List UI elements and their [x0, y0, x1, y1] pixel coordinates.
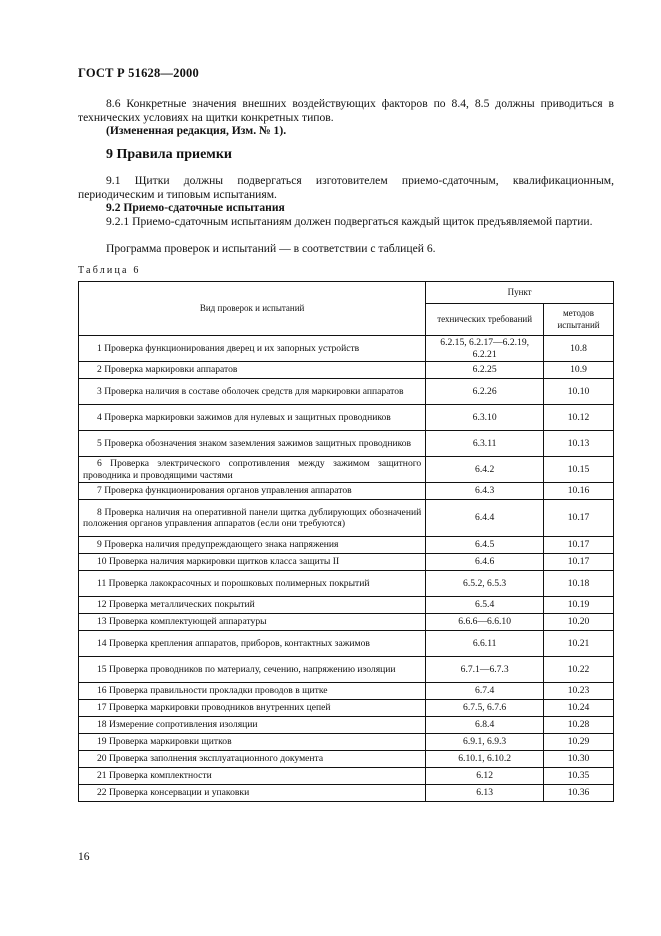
row-requirement: 6.2.15, 6.2.17—6.2.19, 6.2.21: [426, 336, 544, 362]
paragraph-8-6: 8.6 Конкретные значения внешних воздействующих факторов по 8.4, 8.5 должны приводиться в технических условиях на щитки конкретных типов.: [78, 97, 614, 124]
paragraph-program: Программа проверок и испытаний — в соответствии с таблицей 6.: [106, 242, 436, 255]
table-row: [79, 336, 614, 362]
row-method: 10.9: [544, 362, 614, 379]
row-name: 2 Проверка маркировки аппаратов: [79, 362, 426, 379]
row-method: 10.12: [544, 405, 614, 431]
table-row: [79, 457, 614, 483]
row-method: 10.20: [544, 614, 614, 631]
page-number: 16: [78, 851, 90, 863]
row-requirement: 6.12: [426, 768, 544, 785]
row-name: 1 Проверка функционирования дверец и их запорных устройств: [79, 336, 426, 362]
row-name: 10 Проверка наличия маркировки щитков класса защиты II: [79, 554, 426, 571]
row-name: 21 Проверка комплектности: [79, 768, 426, 785]
row-requirement: 6.8.4: [426, 717, 544, 734]
table-row: [79, 379, 614, 405]
row-method: 10.8: [544, 336, 614, 362]
table-row: [79, 785, 614, 802]
row-name: 13 Проверка комплектующей аппаратуры: [79, 614, 426, 631]
row-name: 16 Проверка правильности прокладки проводов в щитке: [79, 683, 426, 700]
row-name: 8 Проверка наличия на оперативной панели щитка дублирующих обозначений положения органов управления аппаратов (если они требуются): [79, 500, 426, 537]
subheading-9-2: 9.2 Приемо-сдаточные испытания: [106, 201, 285, 214]
row-requirement: 6.4.4: [426, 500, 544, 537]
table-row: [79, 657, 614, 683]
table-row: [79, 683, 614, 700]
row-requirement: 6.2.25: [426, 362, 544, 379]
document-header: ГОСТ Р 51628—2000: [78, 66, 199, 80]
section-title: 9 Правила приемки: [106, 147, 232, 162]
row-method: 10.17: [544, 537, 614, 554]
table-row: [79, 768, 614, 785]
table-row: [79, 734, 614, 751]
paragraph-9-2-1: 9.2.1 Приемо-сдаточным испытаниям должен подвергаться каждый щиток предъявляемой партии.: [106, 215, 593, 228]
header-methods: методов испытаний: [544, 304, 614, 336]
table-row: [79, 751, 614, 768]
row-requirement: 6.7.1—6.7.3: [426, 657, 544, 683]
row-method: 10.36: [544, 785, 614, 802]
row-name: 14 Проверка крепления аппаратов, приборов, контактных зажимов: [79, 631, 426, 657]
row-requirement: 6.6.6—6.6.10: [426, 614, 544, 631]
row-name: 5 Проверка обозначения знаком заземления зажимов защитных проводников: [79, 431, 426, 457]
row-method: 10.22: [544, 657, 614, 683]
row-name: 15 Проверка проводников по материалу, сечению, напряжению изоляции: [79, 657, 426, 683]
row-method: 10.35: [544, 768, 614, 785]
row-method: 10.23: [544, 683, 614, 700]
row-name: 9 Проверка наличия предупреждающего знака напряжения: [79, 537, 426, 554]
table-row: [79, 614, 614, 631]
table-row: [79, 500, 614, 537]
row-requirement: 6.7.4: [426, 683, 544, 700]
row-name: 18 Измерение сопротивления изоляции: [79, 717, 426, 734]
row-method: 10.13: [544, 431, 614, 457]
checks-table: [78, 281, 614, 802]
amendment-note: (Измененная редакция, Изм. № 1).: [106, 124, 287, 137]
row-name: 11 Проверка лакокрасочных и порошковых полимерных покрытий: [79, 571, 426, 597]
row-requirement: 6.4.2: [426, 457, 544, 483]
paragraph-9-1: 9.1 Щитки должны подвергаться изготовителем приемо-сдаточным, квалификационным, периодическим и типовым испытаниям.: [78, 174, 614, 201]
table-row: [79, 362, 614, 379]
row-name: 7 Проверка функционирования органов управления аппаратов: [79, 483, 426, 500]
table-row: [79, 537, 614, 554]
row-requirement: 6.4.6: [426, 554, 544, 571]
table-caption: Таблица 6: [78, 265, 141, 276]
table-row: [79, 631, 614, 657]
row-requirement: 6.5.2, 6.5.3: [426, 571, 544, 597]
row-method: 10.17: [544, 500, 614, 537]
row-method: 10.15: [544, 457, 614, 483]
row-method: 10.19: [544, 597, 614, 614]
row-name: 6 Проверка электрического сопротивления между зажимом защитного проводника и проводящими частями: [79, 457, 426, 483]
row-requirement: 6.3.11: [426, 431, 544, 457]
row-name: 12 Проверка металлических покрытий: [79, 597, 426, 614]
row-method: 10.17: [544, 554, 614, 571]
row-requirement: 6.6.11: [426, 631, 544, 657]
table-row: [79, 483, 614, 500]
row-name: 22 Проверка консервации и упаковки: [79, 785, 426, 802]
row-requirement: 6.9.1, 6.9.3: [426, 734, 544, 751]
table-row: [79, 405, 614, 431]
row-method: 10.24: [544, 700, 614, 717]
row-method: 10.18: [544, 571, 614, 597]
table-row: [79, 717, 614, 734]
header-requirements: технических требований: [426, 304, 544, 336]
row-name: 20 Проверка заполнения эксплуатационного документа: [79, 751, 426, 768]
row-requirement: 6.5.4: [426, 597, 544, 614]
row-name: 17 Проверка маркировки проводников внутренних цепей: [79, 700, 426, 717]
row-method: 10.30: [544, 751, 614, 768]
table-row: [79, 554, 614, 571]
row-method: 10.10: [544, 379, 614, 405]
row-requirement: 6.13: [426, 785, 544, 802]
row-method: 10.21: [544, 631, 614, 657]
row-requirement: 6.2.26: [426, 379, 544, 405]
row-requirement: 6.4.3: [426, 483, 544, 500]
row-requirement: 6.7.5, 6.7.6: [426, 700, 544, 717]
header-item: Пункт: [426, 282, 614, 304]
row-name: 19 Проверка маркировки щитков: [79, 734, 426, 751]
row-requirement: 6.10.1, 6.10.2: [426, 751, 544, 768]
row-method: 10.29: [544, 734, 614, 751]
row-name: 3 Проверка наличия в составе оболочек средств для маркировки аппаратов: [79, 379, 426, 405]
table-row: [79, 431, 614, 457]
table-row: [79, 571, 614, 597]
table-row: [79, 700, 614, 717]
header-kind: Вид проверок и испытаний: [79, 282, 426, 336]
row-requirement: 6.3.10: [426, 405, 544, 431]
row-requirement: 6.4.5: [426, 537, 544, 554]
row-name: 4 Проверка маркировки зажимов для нулевых и защитных проводников: [79, 405, 426, 431]
row-method: 10.28: [544, 717, 614, 734]
row-method: 10.16: [544, 483, 614, 500]
table-row: [79, 597, 614, 614]
